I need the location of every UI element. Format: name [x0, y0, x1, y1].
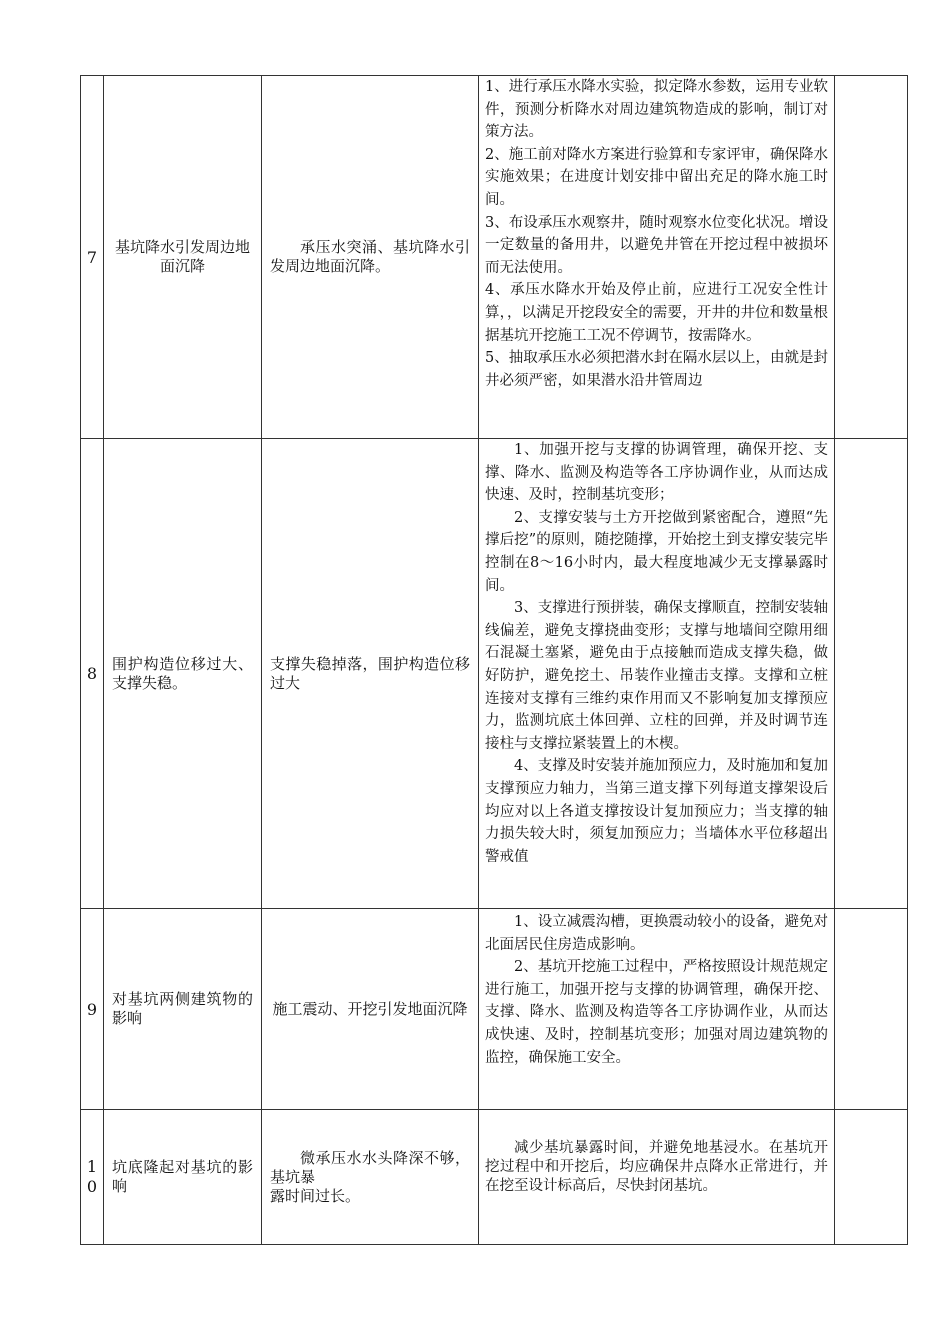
control-measures	[479, 909, 835, 1110]
measure-paragraph: 1、进行承压水降水实验，拟定降水参数，运用专业软件，预测分析降水对周边建筑物造成的影响，制订对策方法。	[485, 79, 828, 141]
measure-paragraph: 5、抽取承压水必须把潜水封在隔水层以上，由就是封井必须严密，如果潜水沿井管周边	[485, 350, 828, 389]
measure-paragraph: 2、基坑开挖施工过程中，严格按照设计规范规定进行施工，加强开挖与支撑的协调管理，确保开挖、支撑、降水、监测及构造等各工序协调作业，从而达成快速、及时，控制基坑变形；加强对周边建筑物的监控，确保施工安全。	[485, 959, 828, 1066]
table-row	[81, 439, 908, 909]
row-number: 9	[81, 909, 104, 1110]
measure-paragraph: 减少基坑暴露时间，并避免地基浸水。在基坑开挖过程中和开挖后，均应确保井点降水正常进行，并在挖至设计标高后，尽快封闭基坑。	[485, 1139, 828, 1194]
risk-item: 围护构造位移过大、支撑失稳。	[104, 439, 262, 909]
risk-cause: 承压水突涌、基坑降水引发周边地面沉降。	[262, 76, 479, 439]
control-measures	[479, 1110, 835, 1245]
measure-paragraph: 3、布设承压水观察井，随时观察水位变化状况。增设一定数量的备用井，以避免井管在开挖过程中被损坏而无法使用。	[485, 214, 828, 276]
table-row	[81, 1110, 908, 1245]
risk-measures-table	[80, 75, 908, 1245]
measure-paragraph: 2、施工前对降水方案进行验算和专家评审，确保降水实施效果；在进度计划安排中留出充足的降水施工时间。	[485, 146, 828, 208]
measure-paragraph: 2、支撑安装与土方开挖做到紧密配合，遵照“先撑后挖”的原则，随挖随撑，开始挖土到支撑安装完毕控制在8～16小时内，最大程度地减少无支撑暴露时间。	[485, 509, 828, 594]
risk-item: 基坑降水引发周边地面沉降	[104, 76, 262, 439]
control-measures	[479, 76, 835, 439]
risk-cause: 施工震动、开挖引发地面沉降	[262, 909, 479, 1110]
measure-paragraph: 4、承压水降水开始及停止前，应进行工况安全性计算，，以满足开挖段安全的需要，开井的井位和数量根据基坑开挖施工工况不停调节，按需降水。	[485, 282, 828, 344]
empty-cell	[835, 909, 908, 1110]
table-row	[81, 76, 908, 439]
empty-cell	[835, 76, 908, 439]
risk-item: 坑底隆起对基坑的影响	[104, 1110, 262, 1245]
row-number: 7	[81, 76, 104, 439]
measure-paragraph: 1、设立减震沟槽，更换震动较小的设备，避免对北面居民住房造成影响。	[485, 914, 828, 953]
measure-paragraph: 1、加强开挖与支撑的协调管理，确保开挖、支撑、降水、监测及构造等各工序协调作业，从而达成快速、及时，控制基坑变形；	[485, 442, 828, 504]
row-number: 1 0	[81, 1110, 104, 1245]
row-number: 8	[81, 439, 104, 909]
measure-paragraph: 4、支撑及时安装并施加预应力，及时施加和复加支撑预应力轴力，当第三道支撑下列每道支撑架设后均应对以上各道支撑按设计复加预应力；当支撑的轴力损失较大时，须复加预应力；当墙体水平位移超出警戒值	[485, 758, 828, 865]
risk-cause: 支撑失稳掉落，围护构造位移过大	[262, 439, 479, 909]
empty-cell	[835, 1110, 908, 1245]
measure-paragraph: 3、支撑进行预拼装，确保支撑顺直，控制安装轴线偏差，避免支撑挠曲变形；支撑与地墙间空隙用细石混凝土塞紧，避免由于点接触而造成支撑失稳，做好防护，避免挖土、吊装作业撞击支撑。支撑和立桩连接对支撑有三维约束作用而又不影响复加支撑预应力，监测坑底土体回弹、立柱的回弹，并及时调节连接柱与支撑拉紧装置上的木楔。	[485, 600, 828, 752]
table-row	[81, 909, 908, 1110]
risk-item: 对基坑两侧建筑物的影响	[104, 909, 262, 1110]
control-measures	[479, 439, 835, 909]
risk-cause: 微承压水水头降深不够，基坑暴 露时间过长。	[262, 1110, 479, 1245]
empty-cell	[835, 439, 908, 909]
